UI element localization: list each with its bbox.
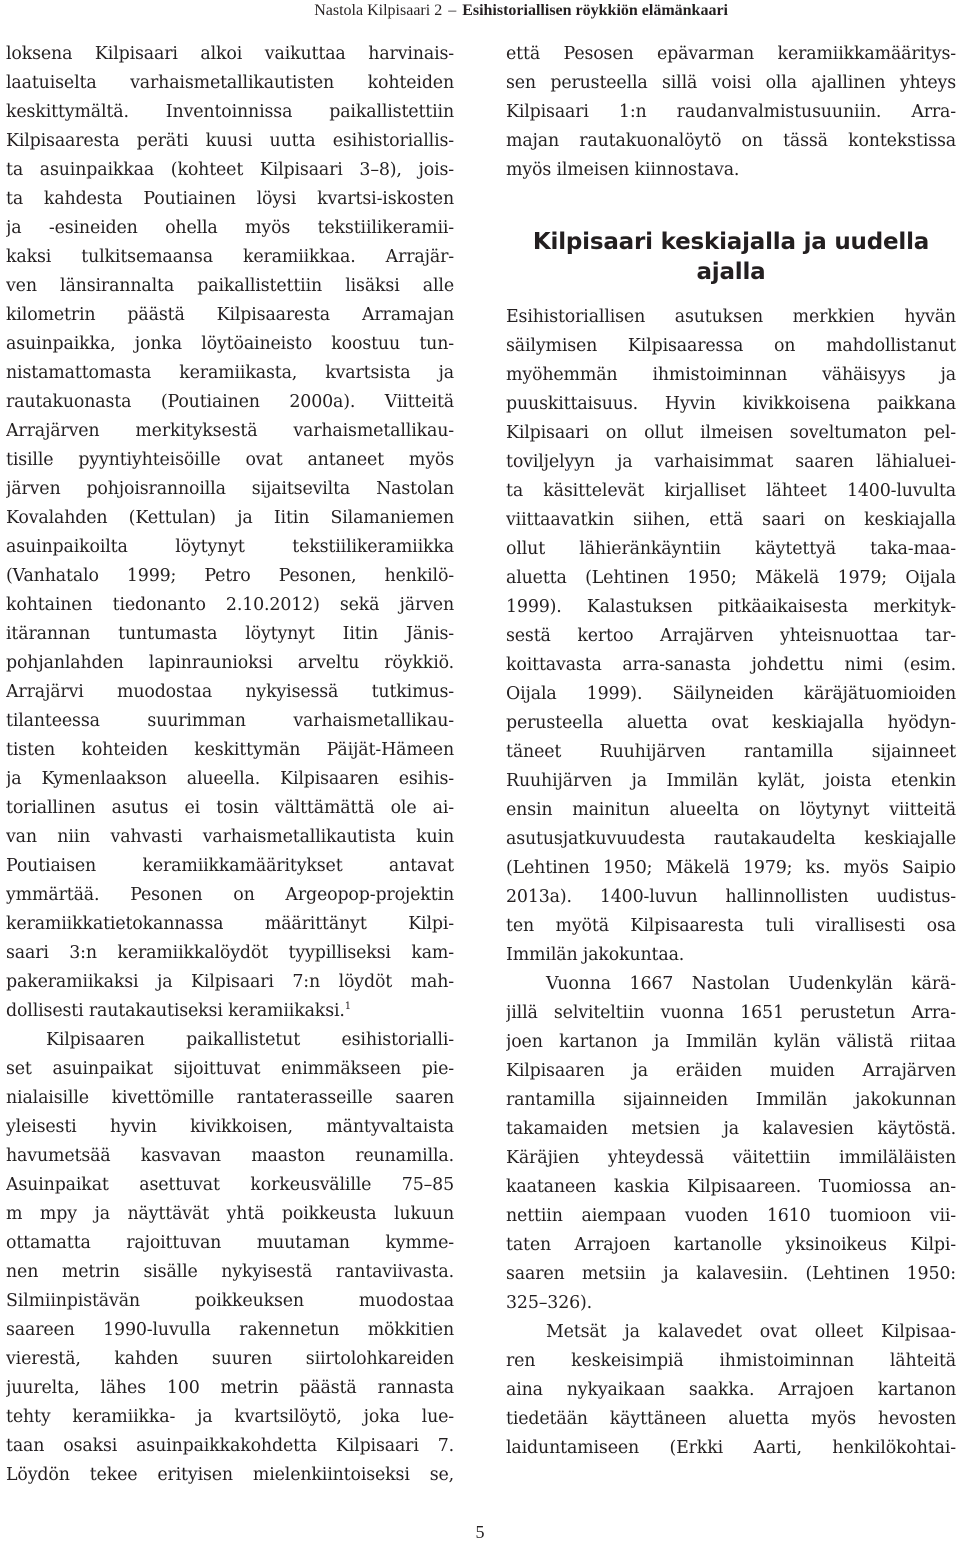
body-text-line: täneet Ruuhijärven rantamilla sijainneet — [506, 742, 956, 762]
body-text-line: ren keskeisimpiä ihmistoiminnan lähteitä — [506, 1351, 956, 1371]
body-text-line: ten myötä Kilpisaaresta tuli virallisesti osa — [506, 916, 956, 936]
body-text-line: tiedetään käyttäneen aluetta myös hevosten — [506, 1409, 956, 1429]
body-text-line: Löydön tekee erityisen mielenkiintoiseksi se, — [6, 1465, 454, 1485]
body-text-line: aina nykyaikaan saakka. Arrajoen kartanon — [506, 1380, 956, 1400]
body-text-line: (Lehtinen 1950; Mäkelä 1979; ks. myös Saipio — [506, 858, 956, 878]
body-text-line: rantamilla sijainneiden Immilän jakokunnan — [506, 1090, 956, 1110]
body-text-line: jillä selviteltiin vuonna 1651 perustetun Arra- — [506, 1003, 956, 1023]
body-text-line: Oijala 1999). Säilyneiden käräjätuomioiden — [506, 684, 956, 704]
body-text-line: keskittymältä. Inventoinnissa paikallistettiin — [6, 102, 454, 122]
body-text-line: Arrajärvi muodostaa nykyisessä tutkimus- — [6, 682, 454, 702]
body-text-line: ollut lähieränkäyntiin käytettyä taka-maa- — [506, 539, 956, 559]
body-text-line: ja -esineiden ohella myös tekstiilikeramii- — [6, 218, 454, 238]
footnote-marker: 1 — [344, 1001, 351, 1013]
body-text-line: tisille pyyntiyhteisöille ovat antaneet myös — [6, 450, 454, 470]
body-text-line: sen perusteella sillä voisi olla ajallinen yhteys — [506, 73, 956, 93]
body-text-line: loksena Kilpisaari alkoi vaikuttaa harvinais- — [6, 44, 454, 64]
body-text-line: Asuinpaikat asettuvat korkeusvälille 75–85 — [6, 1175, 454, 1195]
header-publication: Nastola Kilpisaari 2 — [314, 2, 443, 19]
body-text-line: 325–326). — [506, 1293, 593, 1313]
body-text-line: havumetsää kasvavan maaston reunamilla. — [6, 1146, 454, 1166]
body-text-line: 1999). Kalastuksen pitkäaikaisesta merkityk- — [506, 597, 956, 617]
body-text-line: laiduntamiseen (Erkki Aarti, henkilökohtai- — [506, 1438, 956, 1458]
body-text-line: kaataneen kaskia Kilpisaareen. Tuomiossa an- — [506, 1177, 956, 1197]
body-text-line: viittaavatkin siihen, että saari on keskiajalla — [506, 510, 956, 530]
body-text-line: nettiin aiempaan vuoden 1610 tuomioon vii- — [506, 1206, 956, 1226]
body-text-line: (Vanhatalo 1999; Petro Pesonen, henkilö- — [6, 566, 454, 586]
body-text-line: Kilpisaaren ja eräiden muiden Arrajärven — [506, 1061, 956, 1081]
body-text-line: set asuinpaikat sijoittuvat enimmäkseen pie- — [6, 1059, 454, 1079]
paragraph-first-line: Kilpisaaren paikallistetut esihistorialli- — [46, 1030, 454, 1050]
body-text-line: Immilän jakokuntaa. — [506, 945, 685, 965]
body-text-line: ta kahdesta Poutiainen löysi kvartsi-iskosten — [6, 189, 454, 209]
body-text-line: vierestä, kahden suuren siirtolohkareiden — [6, 1349, 454, 1369]
body-text-line: säilymisen Kilpisaaressa on mahdollistanut — [506, 336, 956, 356]
page-number: 5 — [475, 1522, 485, 1542]
body-text-line: m mpy ja näyttävät yhtä poikkeusta lukuun — [6, 1204, 454, 1224]
section-heading-line: ajalla — [696, 259, 766, 285]
header-title: Esihistoriallisen röykkiön elämänkaari — [462, 2, 728, 19]
body-text-line: Esihistoriallisen asutuksen merkkien hyvän — [506, 307, 956, 327]
body-text-line: juurelta, lähes 100 metrin päästä rannasta — [6, 1378, 454, 1398]
paragraph-first-line: Metsät ja kalavedet ovat olleet Kilpisaa- — [546, 1322, 956, 1342]
paragraph-first-line: Vuonna 1667 Nastolan Uudenkylän kärä- — [546, 974, 956, 994]
body-text-line: ven länsirannalta paikallistettiin lisäksi alle — [6, 276, 454, 296]
body-text-line: Kilpisaari on ollut ilmeisen soveltumaton pel- — [506, 423, 956, 443]
body-text-line: laatuiselta varhaismetallikautisten kohteiden — [6, 73, 454, 93]
body-text-line: kilometrin päästä Kilpisaaresta Arramajan — [6, 305, 454, 325]
body-text-line: perusteella aluetta ovat keskiajalla hyödyn- — [506, 713, 956, 733]
body-text-line: saareen 1990-luvulla rakennetun mökkitien — [6, 1320, 454, 1340]
body-text-line: pakeramiikaksi ja Kilpisaari 7:n löydöt mah- — [6, 972, 454, 992]
body-text-line: joen kartanon ja Immilän kylän välistä riitaa — [506, 1032, 956, 1052]
body-text-line: tisten kohteiden keskittymän Päijät-Hämeen — [6, 740, 454, 760]
body-text-line: ta asuinpaikkaa (kohteet Kilpisaari 3–8), jois- — [6, 160, 454, 180]
body-text-line-with-footnote — [6, 997, 454, 1026]
body-text-line: puuskittaisuus. Hyvin kivikkoisena paikkana — [506, 394, 956, 414]
body-text-line: asuinpaikka, jonka löytöaineisto koostuu tun- — [6, 334, 454, 354]
body-text-line: Arrajärven merkityksestä varhaismetallikau- — [6, 421, 454, 441]
body-text-line: pohjanlahden lapinraunioksi arveltu röykkiö. — [6, 653, 454, 673]
body-text-line: tehty keramiikka- ja kvartsilöytö, joka lue- — [6, 1407, 454, 1427]
running-header — [314, 0, 728, 22]
body-text-line: sestä kertoo Arrajärven yhteisnuottaa tar- — [506, 626, 956, 646]
body-text-line: takamaiden metsien ja kalavesien käytöstä. — [506, 1119, 956, 1139]
body-text-line: 2013a). 1400-luvun hallinnollisten uudistus- — [506, 887, 956, 907]
body-text: dollisesti rautakautiseksi keramiikaksi. — [6, 1001, 345, 1021]
body-text-line: taan osaksi asuinpaikkakohdetta Kilpisaari 7. — [6, 1436, 454, 1456]
body-text-line: kohtainen tiedonanto 2.10.2012) sekä järven — [6, 595, 454, 615]
body-text-line: Silmiinpistävän poikkeuksen muodostaa — [6, 1291, 454, 1311]
header-separator: – — [448, 2, 457, 19]
body-text-line: ymmärtää. Pesonen on Argeopop-projektin — [6, 885, 454, 905]
body-text-line: Kilpisaaresta peräti kuusi uutta esihistoriallis- — [6, 131, 454, 151]
body-text-line: yleisesti hyvin kivikkoisen, mäntyvaltaista — [6, 1117, 454, 1137]
body-text-line: Kilpisaari 1:n raudanvalmistusuuniin. Arra- — [506, 102, 956, 122]
body-text-line: ensin mainitun alueelta on löytynyt viitteitä — [506, 800, 956, 820]
section-heading — [506, 227, 956, 287]
body-text-line: kaksi tulkitsemaansa keramiikkaa. Arrajär- — [6, 247, 454, 267]
body-text-line: asuinpaikoilta löytynyt tekstiilikeramiikka — [6, 537, 454, 557]
body-text-line: ta käsittelevät kirjalliset lähteet 1400-luvulta — [506, 481, 956, 501]
body-text-line: koittavasta arra-sanasta johdettu nimi (esim. — [506, 655, 956, 675]
body-text-line: nen metrin sisälle nykyisestä rantaviivasta. — [6, 1262, 454, 1282]
body-text-line: myös ilmeisen kiinnostava. — [506, 160, 740, 180]
body-text-line: saaren metsiin ja kalavesiin. (Lehtinen 1950: — [506, 1264, 956, 1284]
body-text-line: Poutiaisen keramiikkamääritykset antavat — [6, 856, 454, 876]
body-text-line: aluetta (Lehtinen 1950; Mäkelä 1979; Oijala — [506, 568, 956, 588]
body-text-line: ottamatta rajoittuvan muutaman kymme- — [6, 1233, 454, 1253]
body-text-line: saari 3:n keramiikkalöydöt tyypilliseksi kam- — [6, 943, 454, 963]
body-text-line: tilanteessa suurimman varhaismetallikau- — [6, 711, 454, 731]
body-text-line: että Pesosen epävarman keramiikkamääritys- — [506, 44, 956, 64]
body-text-line: myöhemmän ihmistoiminnan vähäisyys ja — [506, 365, 956, 385]
body-text-line: Käräjien yhteydessä väitettiin immiläläisten — [506, 1148, 956, 1168]
body-text-line: asutusjatkuvuudesta rautakaudelta keskiajalle — [506, 829, 956, 849]
right-column — [506, 40, 956, 1463]
body-text-line: nistamattomasta keramiikasta, kvartsista ja — [6, 363, 454, 383]
body-text-line: keramiikkatietokannassa määrittänyt Kilpi- — [6, 914, 454, 934]
body-text-line: ja Kymenlaakson alueella. Kilpisaaren esihis- — [6, 769, 454, 789]
body-text-line: van niin vahvasti varhaismetallikautista kuin — [6, 827, 454, 847]
body-text-line: Kovalahden (Kettulan) ja Iitin Silamaniemen — [6, 508, 454, 528]
body-text-line: itärannan tuntumasta löytynyt Iitin Jänis- — [6, 624, 454, 644]
body-text-line: rautakuonasta (Poutiainen 2000a). Viitteitä — [6, 392, 454, 412]
body-text-line: toviljelyyn ja varhaisimmat saaren lähialuei- — [506, 452, 956, 472]
body-text-line: Ruuhijärven ja Immilän kylät, joista etenkin — [506, 771, 956, 791]
section-body — [506, 303, 956, 1463]
left-column — [6, 40, 454, 1490]
body-text-line: järven pohjoisrannoilla sijaitsevilta Nastolan — [6, 479, 454, 499]
body-text-line: taten Arrajoen kartanolle yksinoikeus Kilpi- — [506, 1235, 956, 1255]
body-text-line: toriallinen asutus ei tosin välttämättä ole ai- — [6, 798, 454, 818]
body-text-line: nialaisille kivettömille rantaterasseille saaren — [6, 1088, 454, 1108]
body-text-line: majan rautakuonalöytö on tässä kontekstissa — [506, 131, 956, 151]
section-heading-line: Kilpisaari keskiajalla ja uudella — [532, 229, 930, 255]
